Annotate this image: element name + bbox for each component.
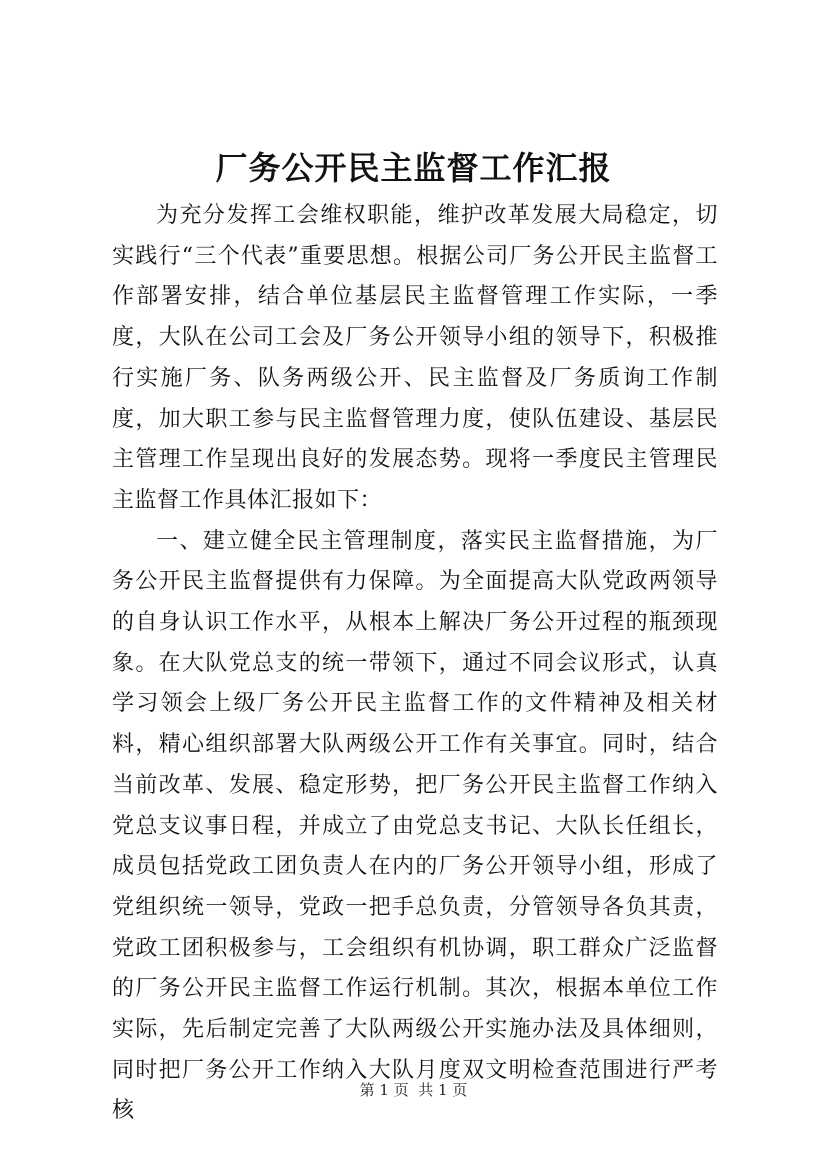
document-body (112, 196, 718, 1132)
paragraph-intro: 为充分发挥工会维权职能，维护改革发展大局稳定，切实践行“三个代表”重要思想。根据公司厂务公开民主监督工作部署安排，结合单位基层民主监督管理工作实际，一季度，大队在公司工会及厂务公开领导小组的领导下，积极推行实施厂务、队务两级公开、民主监督及厂务质询工作制度，加大职工参与民主监督管理力度，使队伍建设、基层民主管理工作呈现出良好的发展态势。现将一季度民主管理民主监督工作具体汇报如下： (112, 203, 718, 513)
document-title: 厂务公开民主监督工作汇报 (215, 149, 612, 187)
page-footer (0, 1080, 827, 1100)
page-number-label: 第 1 页 共 1 页 (359, 1081, 468, 1099)
paragraph-section-one: 一、建立健全民主管理制度，落实民主监督措施，为厂务公开民主监督提供有力保障。为全面提高大队党政两领导的自身认识工作水平，从根本上解决厂务公开过程的瓶颈现象。在大队党总支的统一带领下，通过不同会议形式，认真学习领会上级厂务公开民主监督工作的文件精神及相关材料，精心组织部署大队两级公开工作有关事宜。同时，结合当前改革、发展、稳定形势，把厂务公开民主监督工作纳入党总支议事日程，并成立了由党总支书记、大队长任组长，成员包括党政工团负责人在内的厂务公开领导小组，形成了党组织统一领导，党政一把手总负责，分管领导各负其责，党政工团积极参与，工会组织有机协调，职工群众广泛监督的厂务公开民主监督工作运行机制。其次，根据本单位工作实际，先后制定完善了大队两级公开实施办法及具体细则，同时把厂务公开工作纳入大队月度双文明检查范围进行严考核 (112, 528, 718, 1124)
